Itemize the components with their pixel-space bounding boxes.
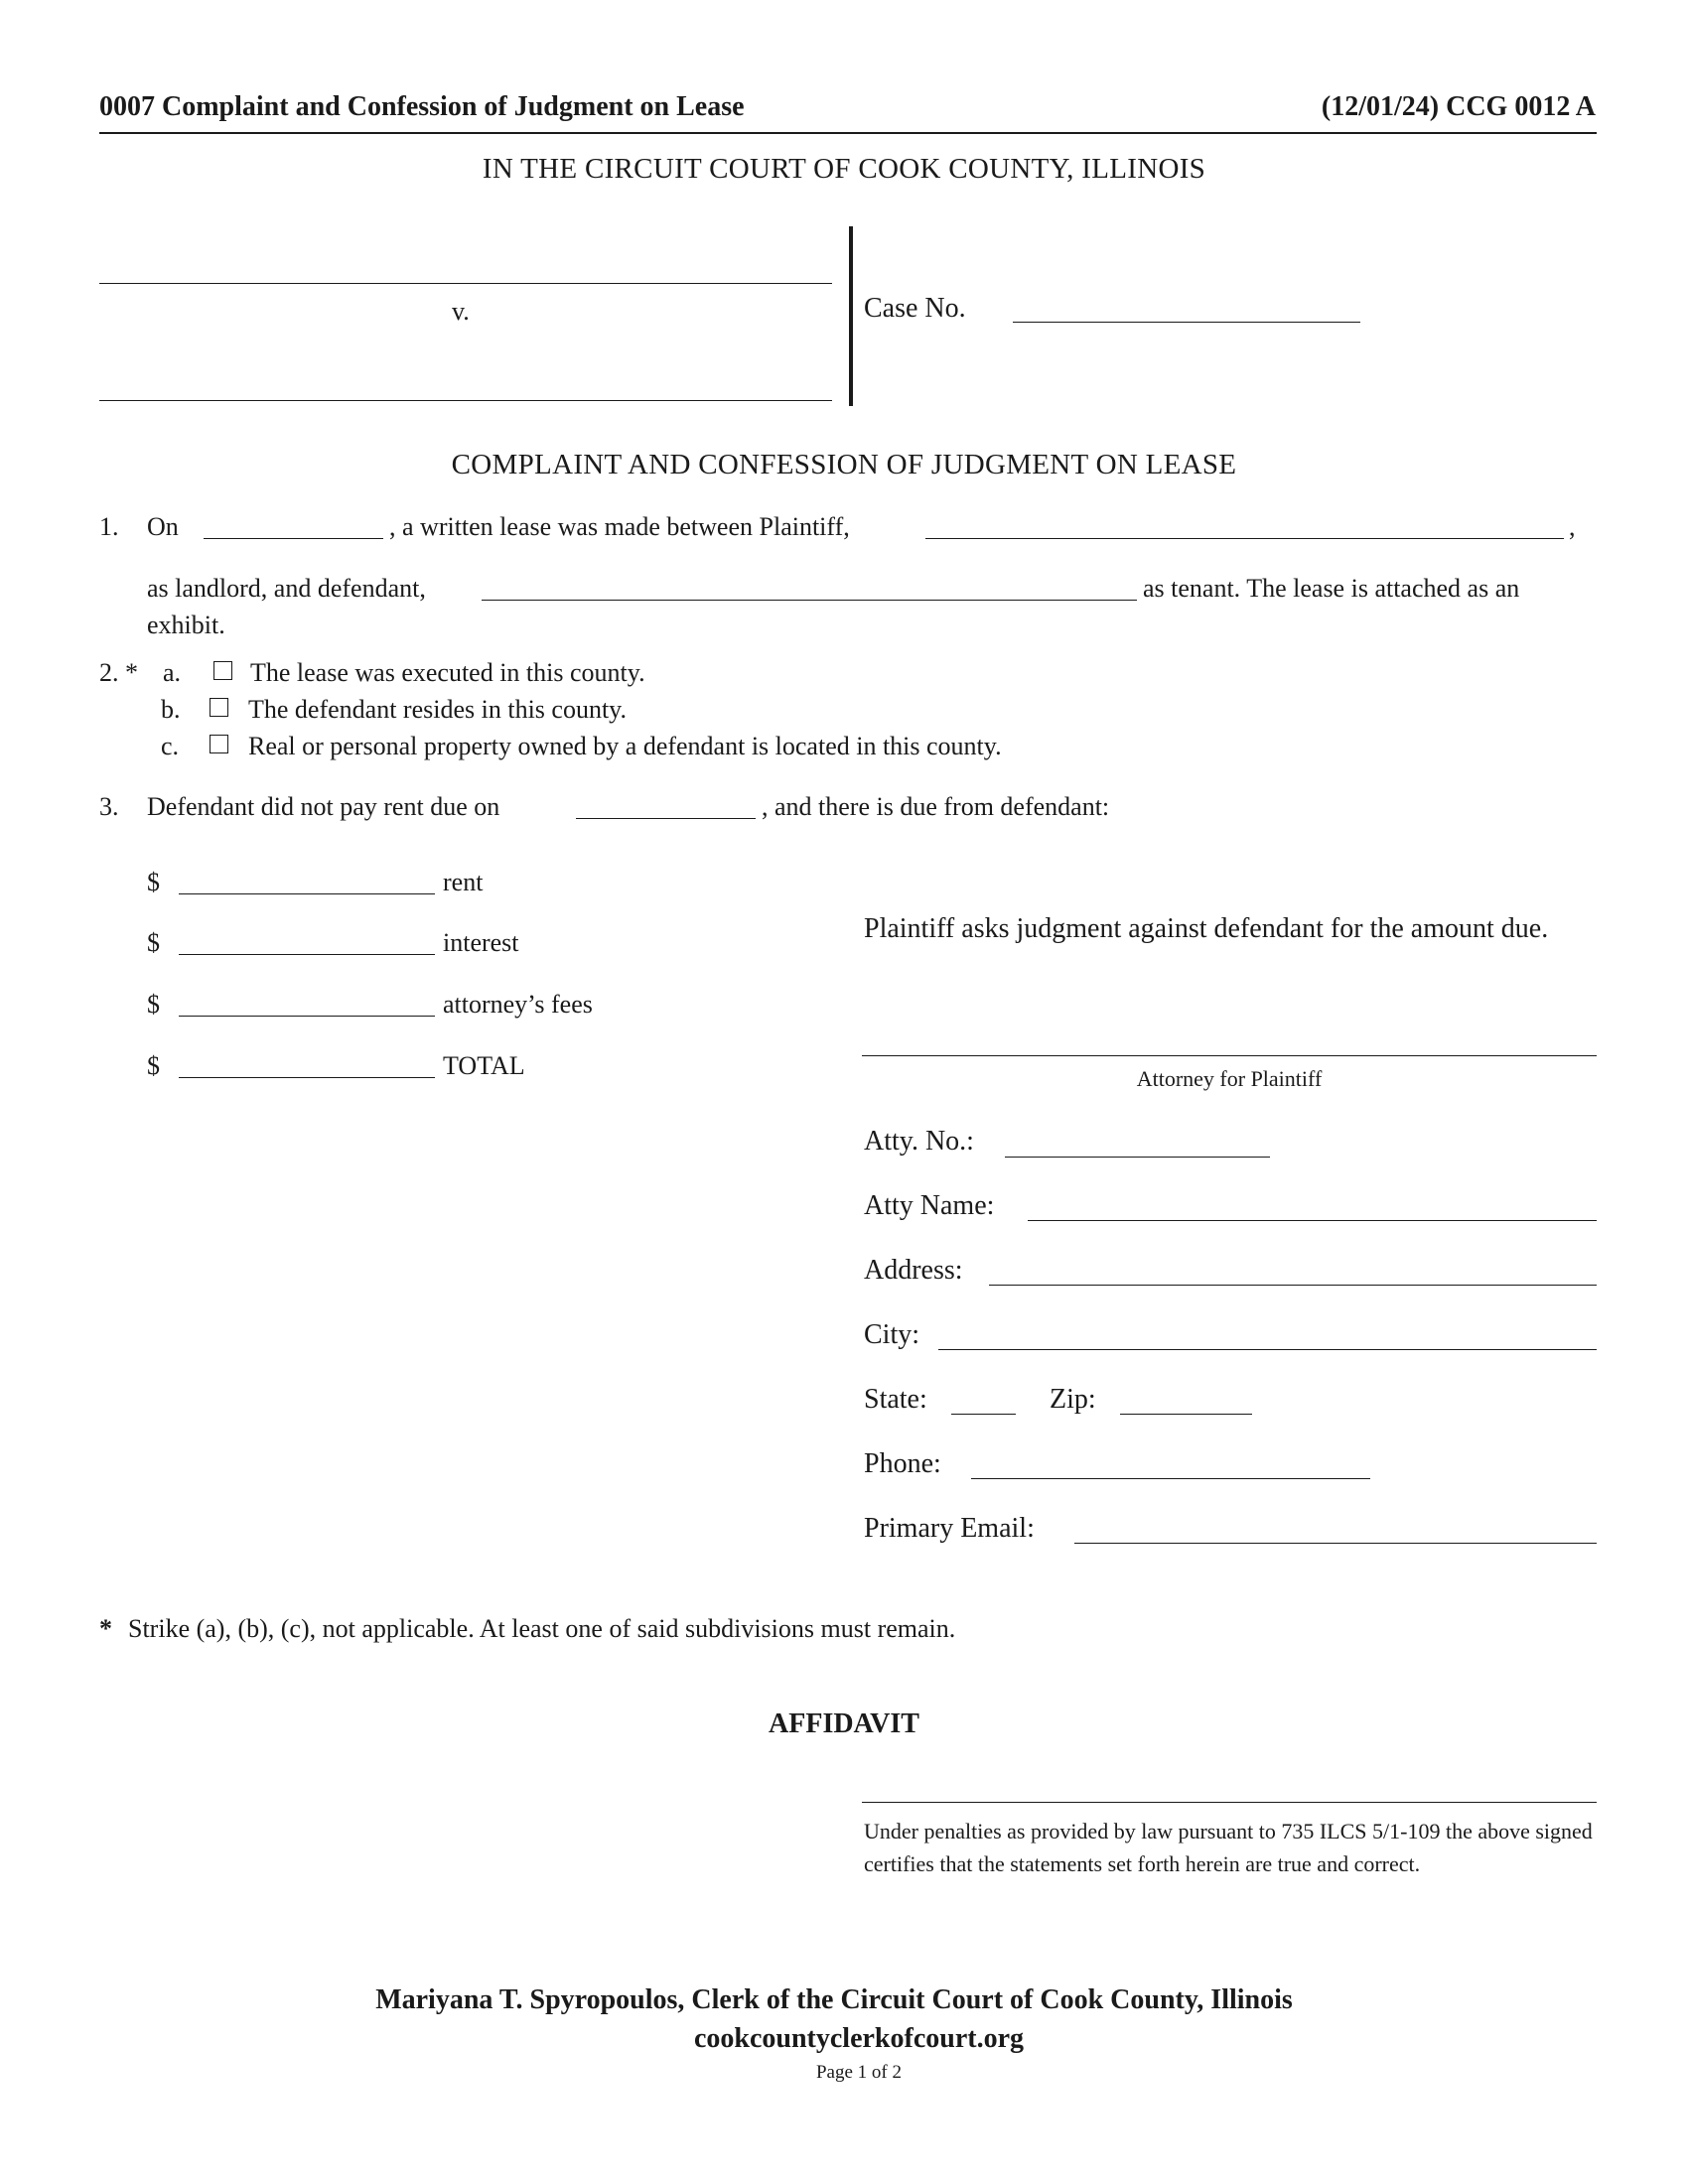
currency-symbol: $ [147,928,160,957]
para3-text: Defendant did not pay rent due on [147,792,500,821]
court-title: IN THE CIRCUIT COURT OF COOK COUNTY, ILLINOIS [482,153,1206,185]
checkbox-property-located[interactable] [210,735,228,753]
attorney-signature-caption: Attorney for Plaintiff [1136,1066,1323,1091]
amount-label: interest [443,928,519,957]
plaintiff-name-field[interactable] [925,538,1564,539]
para2-item-letter: c. [161,732,180,760]
atty-no-label: Atty. No.: [864,1126,974,1157]
atty-name-label: Atty Name: [864,1190,995,1221]
page-number: Page 1 of 2 [815,2062,902,2083]
plaintiff-line[interactable] [99,283,832,284]
attorney-fees-amount-field[interactable] [179,1016,435,1017]
affidavit-signature-line[interactable] [862,1802,1597,1803]
currency-symbol: $ [147,1051,160,1080]
clerk-name: Mariyana T. Spyropoulos, Clerk of the Circuit Court of Cook County, Illinois [375,1984,1293,2015]
para2-item-letter: a. [163,658,182,687]
para1-comma: , [1569,512,1576,541]
currency-symbol: $ [147,990,160,1019]
caption-divider [849,226,853,406]
attorney-signature-line[interactable] [862,1055,1597,1056]
rent-amount-field[interactable] [179,893,435,894]
para1-number: 1. [99,512,119,541]
para1-lease-text: , a written lease was made between Plaintiff, [389,512,850,541]
phone-label: Phone: [864,1448,941,1479]
amount-label: attorney’s fees [443,990,593,1019]
address-label: Address: [864,1255,963,1286]
footnote-star: * [99,1614,112,1643]
para1-on: On [147,512,179,541]
city-field[interactable] [938,1349,1597,1350]
currency-symbol: $ [147,868,160,896]
para3-text-continued: , and there is due from defendant: [762,792,1110,821]
para2-item-text: The lease was executed in this county. [250,658,645,687]
email-field[interactable] [1074,1543,1597,1544]
header-rule [99,132,1597,134]
para1-exhibit-text: exhibit. [147,611,225,639]
amount-label: TOTAL [443,1051,525,1080]
address-field[interactable] [989,1285,1597,1286]
form-code: (12/01/24) CCG 0012 A [1321,91,1596,122]
form-name: 0007 Complaint and Confession of Judgment on Lease [99,91,745,122]
checkbox-defendant-resides[interactable] [210,698,228,717]
email-label: Primary Email: [864,1513,1035,1544]
amount-label: rent [443,868,484,896]
case-no-label: Case No. [864,293,966,324]
para2-item-letter: b. [161,695,181,724]
para1-tenant-text: as tenant. The lease is attached as an [1143,574,1520,603]
document-title: COMPLAINT AND CONFESSION OF JUDGMENT ON LEASE [451,449,1237,480]
lease-date-field[interactable] [204,538,383,539]
affidavit-statement: Under penalties as provided by law pursuant to 735 ILCS 5/1-109 the above signed certifies that the statements set forth herein are true and correct. [864,1819,1593,1876]
atty-name-field[interactable] [1028,1220,1597,1221]
defendant-line[interactable] [99,400,832,401]
phone-field[interactable] [971,1478,1370,1479]
state-label: State: [864,1384,927,1415]
zip-label: Zip: [1050,1384,1096,1415]
clerk-website[interactable]: cookcountyclerkofcourt.org [693,2023,1025,2054]
versus-label: v. [452,297,470,326]
rent-due-date-field[interactable] [576,818,756,819]
atty-no-field[interactable] [1005,1157,1270,1158]
para3-number: 3. [99,792,119,821]
para2-item-text: Real or personal property owned by a defendant is located in this county. [248,732,1002,760]
case-no-field[interactable] [1013,322,1360,323]
para1-landlord-text: as landlord, and defendant, [147,574,426,603]
interest-amount-field[interactable] [179,954,435,955]
defendant-name-field[interactable] [482,600,1137,601]
para2-number: 2. * [99,658,138,687]
state-field[interactable] [951,1414,1016,1415]
affidavit-title: AFFIDAVIT [769,1708,919,1739]
zip-field[interactable] [1120,1414,1252,1415]
footnote-text: Strike (a), (b), (c), not applicable. At least one of said subdivisions must remain. [128,1614,956,1643]
checkbox-lease-executed[interactable] [213,661,232,680]
para2-item-text: The defendant resides in this county. [248,695,627,724]
plaintiff-request: Plaintiff asks judgment against defendant for the amount due. [864,913,1549,944]
total-amount-field[interactable] [179,1077,435,1078]
city-label: City: [864,1319,920,1350]
